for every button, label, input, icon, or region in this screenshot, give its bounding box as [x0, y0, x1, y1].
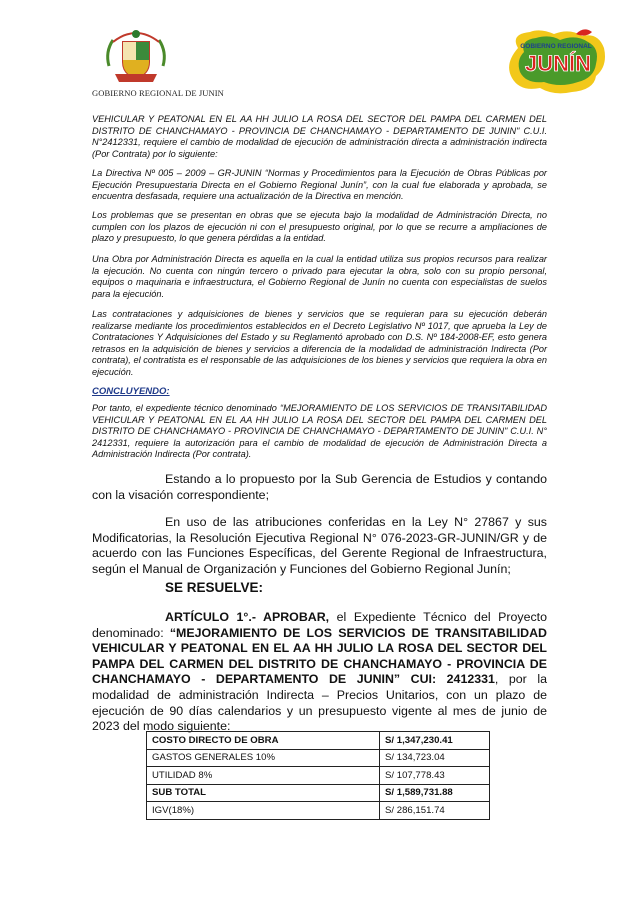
org-name: GOBIERNO REGIONAL DE JUNIN [92, 88, 224, 98]
cost-value: S/ 134,723.04 [380, 749, 490, 767]
cost-value: S/ 107,778.43 [380, 767, 490, 785]
page-header [0, 0, 638, 108]
table-row [147, 767, 490, 785]
section-heading-concluyendo: CONCLUYENDO: [92, 386, 170, 397]
article-1 [92, 610, 547, 735]
paragraph-1: VEHICULAR Y PEATONAL EN EL AA HH JULIO LA ROSA DEL SECTOR DEL PAMPA DEL CARMEN DEL DISTRITO DE CHANCHAMAYO - PROVINCIA DE CHANCHAMAYO - DEPARTAMENTO DE JUNIN" C.U.I. N°2412331, requiere el cambio de modalidad de ejecución de administración directa a administración indirecta (Por Contrata) por lo siguiente: [92, 114, 547, 159]
cost-value: S/ 286,151.74 [380, 802, 490, 820]
cost-label: COSTO DIRECTO DE OBRA [147, 732, 380, 750]
paragraph-5: Las contrataciones y adquisiciones de bienes y servicios que se requieran para su ejecución deberán realizarse mediante los procedimientos establecidos en el Decreto Legislativo Nº 1017, que aprueba la Ley de Contrataciones Y Adquisiciones del Estado y su Reglamentó aprobado con D.S. Nº 184-2008-EF, esto genera retrasos en la adquisición de bienes y servicios a diferencia de la modalidad de administración Indirecta (Por contrata), el contratista es el responsable de las adquisiciones de los bienes y servicios que requiera la obra en ejecución. [92, 309, 547, 377]
table-row [147, 784, 490, 802]
logo-main-text: JUNÍN [524, 51, 592, 76]
cost-label: SUB TOTAL [147, 784, 380, 802]
cost-label: UTILIDAD 8% [147, 767, 380, 785]
paragraph-7-text: Estando a lo propuesto por la Sub Gerencia de Estudios y contando con la visación correspondiente; [92, 472, 547, 502]
cost-value: S/ 1,589,731.88 [380, 784, 490, 802]
logo-top-text: GOBIERNO REGIONAL [520, 43, 592, 50]
paragraph-6: Por tanto, el expediente técnico denominado “MEJORAMIENTO DE LOS SERVICIOS DE TRANSITABILIDAD VEHICULAR Y PEATONAL EN EL AA HH JULIO LA ROSA DEL SECTOR DEL PAMPA DEL CARMEN DEL DISTRITO DE CHANCHAMAYO - PROVINCIA DE CHANCHAMAYO - DEPARTAMENTO DE JUNIN" C.U.I. N° 2412331, requiere la autorización para el cambio de modalidad de ejecución de Administración Directa a Administración Indirecta (Por contrata). [92, 403, 547, 459]
resolution-heading: SE RESUELVE: [165, 580, 264, 595]
table-row [147, 802, 490, 820]
coat-of-arms-icon [103, 22, 169, 88]
article-project-name: “MEJORAMIENTO DE LOS SERVICIOS DE TRANSITABILIDAD VEHICULAR Y PEATONAL EN EL AA HH JULIO LA ROSA DEL SECTOR DEL PAMPA DEL CARMEN DEL DISTRITO DE CHANCHAMAYO - PROVINCIA DE CHANCHAMAYO - DEPARTAMENTO DE JUNIN” CUI: 2412331 [92, 625, 547, 687]
cost-label: GASTOS GENERALES 10% [147, 749, 380, 767]
article-text-1: el Expediente Técnico del Proyecto denominado: [92, 610, 548, 640]
paragraph-4: Una Obra por Administración Directa es aquella en la cual la entidad utiliza sus propios recursos para realizar la ejecución. No cuenta con ningún tercero o privado para ejecutar la obra, solo con su propio personal, equipos o maquinaria e infraestructura, el Gobierno Regional de Junín no cuenta con especialistas de suelos para la ejecución. [92, 254, 547, 299]
cost-label: IGV(18%) [147, 802, 380, 820]
article-label: ARTÍCULO 1°.- APROBAR, [165, 610, 330, 624]
table-row [147, 749, 490, 767]
article-text-2: , por la modalidad de administración Indirecta – Precios Unitarios, con un plazo de ejecución de 90 días calendarios y un presupuesto vigente al mes de junio de 2023 del modo siguiente: [92, 672, 547, 734]
cost-value: S/ 1,347,230.41 [380, 732, 490, 750]
paragraph-7 [92, 472, 547, 503]
paragraph-8 [92, 515, 547, 577]
table-row [147, 732, 490, 750]
paragraph-8-text: En uso de las atribuciones conferidas en la Ley N° 27867 y sus Modificatorias, la Resolución Ejecutiva Regional N° 076-2023-GR-JUNIN/GR y de acuerdo con las Funciones Específicas, del Gerente Regional de Infraestructura, según el Manual de Organización y Funciones del Gobierno Regional Junín; [92, 515, 547, 576]
cost-table [146, 731, 490, 820]
paragraph-3: Los problemas que se presentan en obras que se ejecuta bajo la modalidad de Administración Directa, no cumplen con los plazos de ejecución ni con el presupuesto original, por lo que se recurre a ampliaciones de plazo y presupuesto, lo que genera pérdidas a la entidad. [92, 210, 547, 243]
regional-logo-icon [500, 26, 610, 96]
paragraph-2: La Directiva Nº 005 – 2009 – GR-JUNIN “Normas y Procedimientos para la Ejecución de Obras Públicas por Ejecución Presupuestaria Directa en el Gobierno Regional Junín”, con la cual fue elaborada y aprobada, se encuentra desfasada, requiere una actualización de la Directiva en mención. [92, 168, 547, 201]
